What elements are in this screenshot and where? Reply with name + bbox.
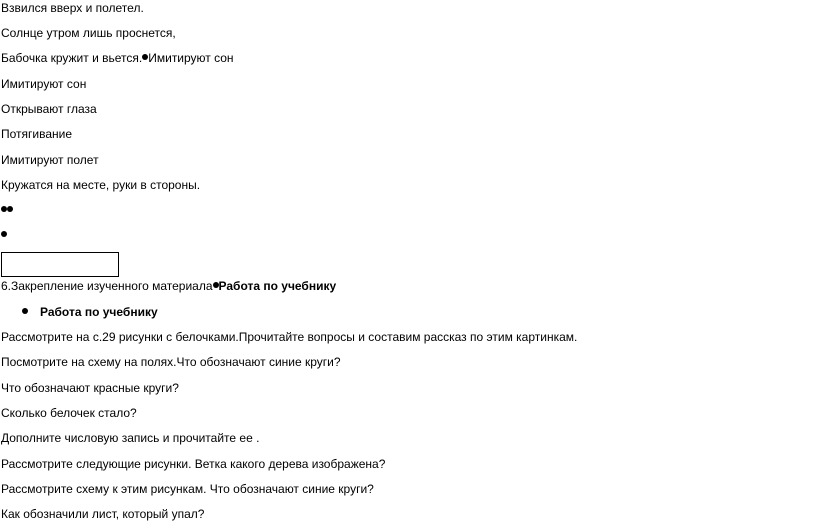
task-line-1: Рассмотрите на с.29 рисунки с белочками.Прочитайте вопросы и составим рассказ по этим картинкам. [1, 330, 578, 344]
task-line-6: Рассмотрите следующие рисунки. Ветка какого дерева изображена? [1, 457, 386, 471]
bulleted-list-item [22, 304, 158, 320]
poem-line-3 [1, 50, 234, 66]
task-line-8: Как обозначили лист, который упал? [1, 507, 205, 521]
section-inline-bold: Работа по учебнику [218, 279, 337, 293]
bullet-row-single [1, 227, 7, 243]
task-line-7: Рассмотрите схему к этим рисункам. Что обозначают синие круги? [1, 482, 374, 496]
poem-line-2: Солнце утром лишь проснется, [1, 26, 176, 40]
section-heading-text: 6.Закрепление изученного материала [1, 279, 213, 293]
task-line-5: Дополните числовую запись и прочитайте ее . [1, 431, 260, 445]
bullet-icon [1, 231, 7, 237]
poem-line-3-text: Бабочка кружит и вьется. [1, 51, 143, 65]
task-line-4: Сколько белочек стало? [1, 406, 137, 420]
bulleted-list-item-text: Работа по учебнику [40, 305, 158, 319]
task-line-2: Посмотрите на схему на полях.Что обозначают синие круги? [1, 355, 341, 369]
bullet-icon [7, 206, 13, 212]
action-line-3: Потягивание [1, 127, 73, 141]
action-line-2: Открывают глаза [1, 102, 97, 116]
empty-text-box [1, 252, 119, 277]
bullet-row-double [1, 202, 13, 218]
bullet-icon [213, 282, 219, 288]
bullet-icon [22, 308, 28, 314]
action-line-1: Имитируют сон [1, 77, 87, 91]
task-line-3: Что обозначают красные круги? [1, 381, 179, 395]
poem-line-1: Взвился вверх и полетел. [1, 1, 144, 15]
action-line-inline: Имитируют сон [148, 51, 234, 65]
action-line-4: Имитируют полет [1, 153, 99, 167]
section-heading [1, 278, 336, 294]
action-line-5: Кружатся на месте, руки в стороны. [1, 178, 201, 192]
